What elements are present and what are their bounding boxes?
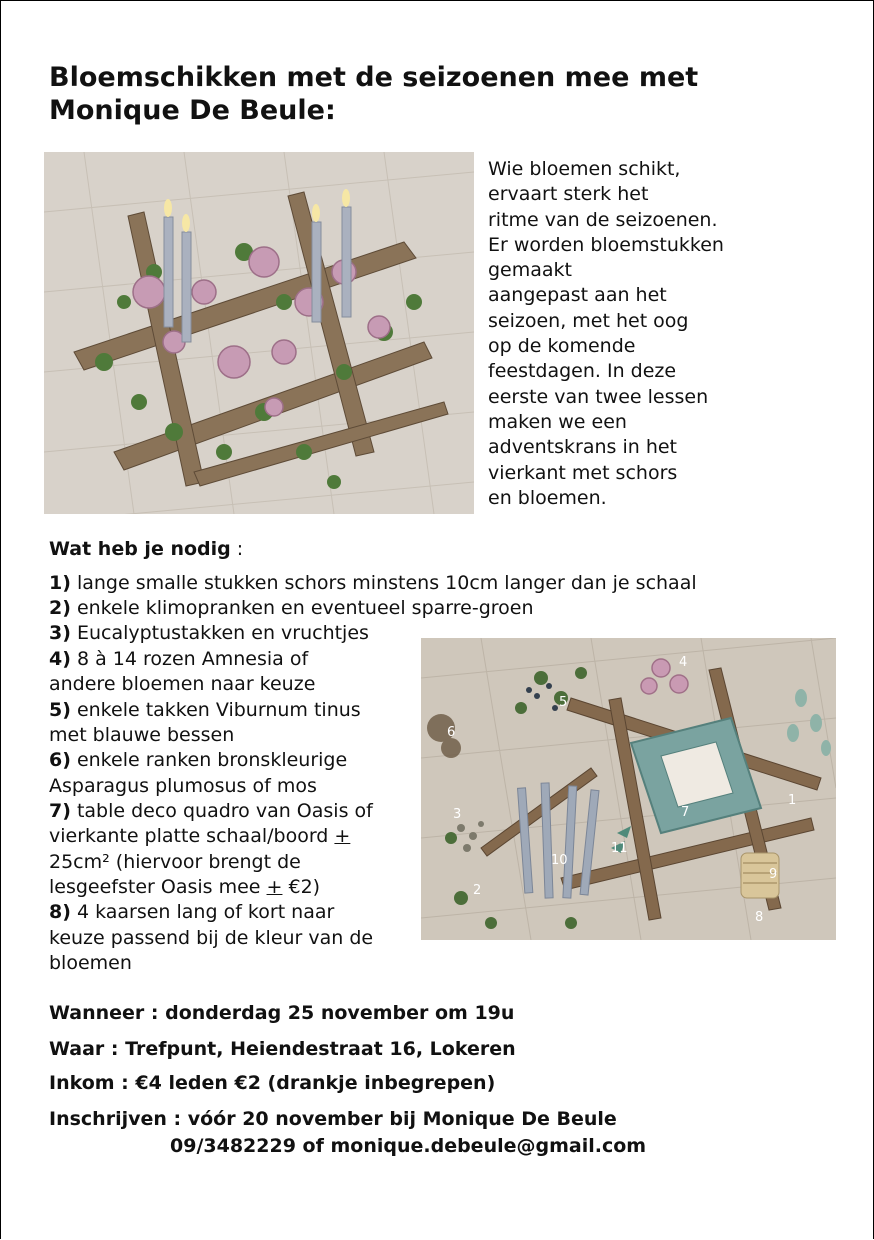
materials-photo — [421, 638, 836, 940]
list-item — [49, 900, 334, 925]
title-line-2: Monique De Beule: — [49, 95, 336, 126]
material-label: 4 — [679, 655, 688, 670]
material-label: 9 — [769, 867, 778, 882]
list-item-continuation: met blauwe bessen — [49, 724, 235, 746]
info-contact: 09/3482229 of monique.debeule@gmail.com — [170, 1135, 647, 1157]
item-text: 8 à 14 rozen Amnesia of — [70, 648, 309, 670]
item-number: 2) — [49, 597, 71, 619]
material-label: 3 — [453, 807, 462, 822]
item-number: 6) — [49, 749, 71, 771]
material-label: 8 — [755, 910, 764, 925]
intro-line: ritme van de seizoenen. — [488, 208, 718, 231]
intro-line: gemaakt — [488, 259, 572, 282]
list-item — [49, 647, 308, 672]
list-item-continuation: andere bloemen naar keuze — [49, 673, 316, 695]
intro-line: en bloemen. — [488, 486, 607, 509]
list-item — [49, 621, 369, 646]
item-text: vierkante platte schaal/boord — [49, 825, 335, 847]
intro-line: seizoen, met het oog — [488, 309, 689, 332]
page-title — [49, 61, 839, 127]
list-item-continuation: keuze passend bij de kleur van de — [49, 927, 374, 949]
item-number: 5) — [49, 699, 71, 721]
material-label: 2 — [473, 883, 482, 898]
intro-line: op de komende — [488, 335, 636, 358]
item-text: lesgeefster Oasis mee — [49, 876, 267, 898]
plus-minus-symbol: + — [266, 876, 283, 898]
info-registration: Inschrijven : vóór 20 november bij Monique De Beule — [49, 1108, 617, 1130]
list-item — [49, 596, 534, 621]
needs-heading — [49, 537, 243, 562]
needs-heading-suffix: : — [230, 538, 244, 560]
intro-line: adventskrans in het — [488, 436, 678, 459]
intro-line: maken we een — [488, 410, 627, 433]
item-text: enkele takken Viburnum tinus — [70, 699, 361, 721]
needs-heading-text: Wat heb je nodig — [49, 538, 231, 560]
list-item — [49, 748, 347, 773]
intro-line: feestdagen. In deze — [488, 360, 677, 383]
material-label: 1 — [788, 793, 797, 808]
plus-minus-symbol: + — [334, 825, 351, 847]
item-text: enkele klimopranken en eventueel sparre-groen — [70, 597, 534, 619]
intro-line: Wie bloemen schikt, — [488, 158, 681, 180]
material-label: 6 — [447, 725, 456, 740]
item-text: enkele ranken bronskleurige — [70, 749, 348, 771]
intro-paragraph — [488, 157, 788, 511]
material-label: 7 — [681, 805, 690, 820]
item-number: 1) — [49, 572, 71, 594]
material-label: 10 — [551, 853, 568, 868]
list-item — [49, 698, 361, 723]
item-text: lange smalle stukken schors minstens 10cm langer dan je schaal — [70, 572, 697, 594]
item-number: 7) — [49, 800, 71, 822]
list-item-continuation: bloemen — [49, 952, 132, 974]
list-item — [49, 799, 373, 824]
info-where: Waar : Trefpunt, Heiendestraat 16, Lokeren — [49, 1038, 516, 1060]
material-label: 11 — [611, 841, 628, 856]
item-text: table deco quadro van Oasis of — [70, 800, 373, 822]
item-text: €2) — [282, 876, 321, 898]
intro-line: eerste van twee lessen — [488, 385, 709, 408]
info-entry-fee: Inkom : €4 leden €2 (drankje inbegrepen) — [49, 1072, 496, 1094]
item-number: 4) — [49, 648, 71, 670]
list-item-continuation: 25cm² (hiervoor brengt de — [49, 851, 301, 873]
list-item-continuation — [49, 875, 320, 900]
info-when: Wanneer : donderdag 25 november om 19u — [49, 1002, 515, 1024]
item-text: Eucalyptustakken en vruchtjes — [70, 622, 369, 644]
item-number: 3) — [49, 622, 71, 644]
intro-line: vierkant met schors — [488, 461, 678, 484]
advent-arrangement-photo — [44, 152, 474, 514]
list-item-continuation — [49, 824, 350, 849]
item-number: 8) — [49, 901, 71, 923]
item-text: 4 kaarsen lang of kort naar — [70, 901, 335, 923]
list-item — [49, 571, 697, 596]
intro-line: aangepast aan het — [488, 284, 667, 307]
material-label: 5 — [559, 695, 568, 710]
title-line-1: Bloemschikken met de seizoenen mee met — [49, 62, 699, 93]
intro-line: ervaart sterk het — [488, 183, 649, 206]
intro-line: Er worden bloemstukken — [488, 233, 724, 256]
list-item-continuation: Asparagus plumosus of mos — [49, 775, 317, 797]
